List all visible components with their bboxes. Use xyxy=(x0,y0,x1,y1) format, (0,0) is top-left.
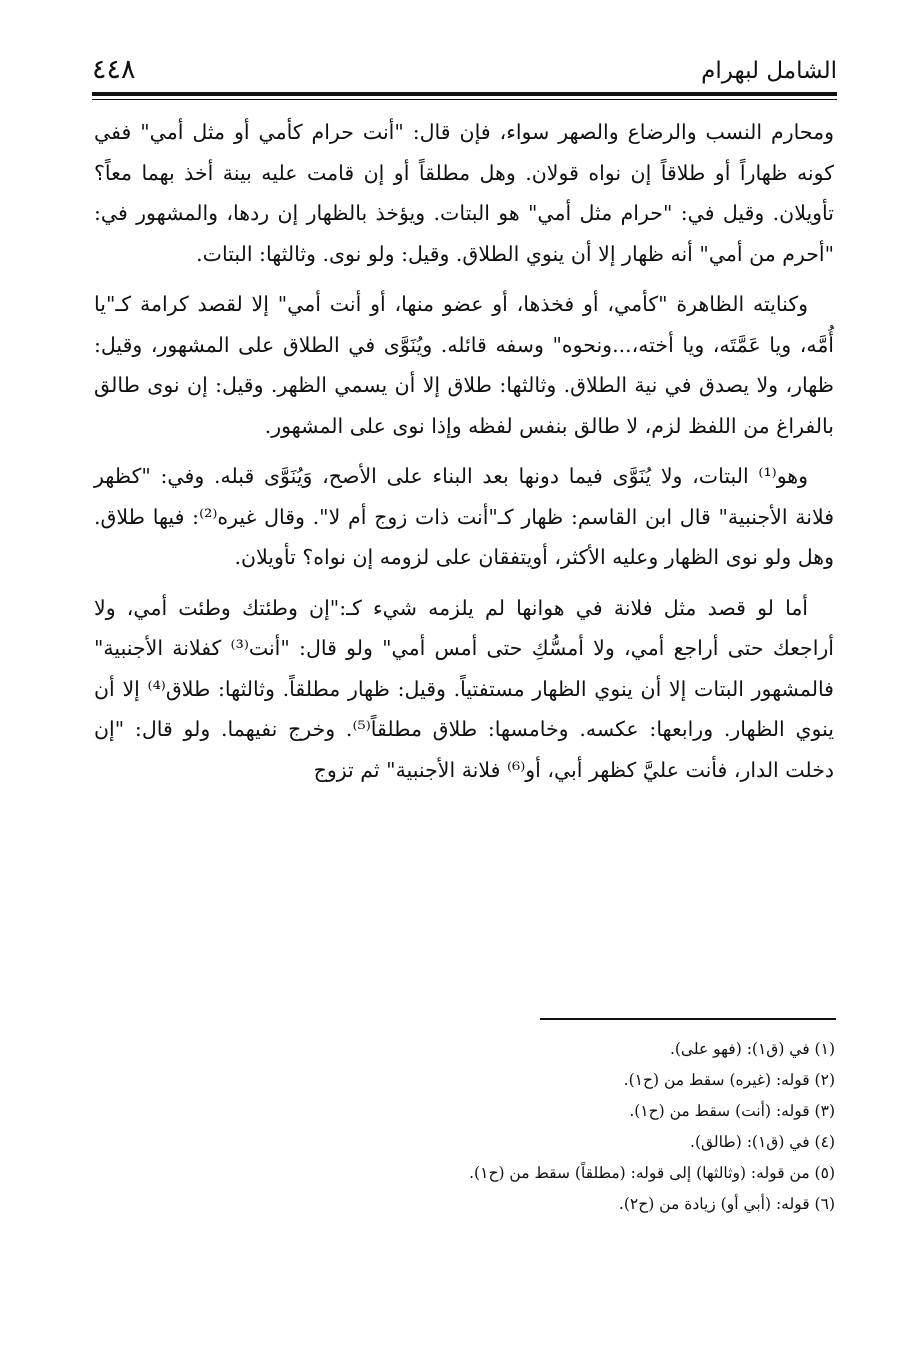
paragraph: وكنايته الظاهرة "كأمي، أو فخذها، أو عضو منها، أو أنت أمي" إلا لقصد كرامة كـ"يا أُمَّه، ويا عَمَّتَه، ويا أخته،...ونحوه" وسفه قائله. ويُنَوَّى في الطلاق على المشهور، وقيل: ظهار، ولا يصدق في نية الطلاق. وثالثها: طلاق إلا أن يسمي الظهر. وقيل: إن نوى طالق بالفراغ من اللفظ لزم، لا طالق بنفس لفظه وإذا نوى على المشهور. xyxy=(94,292,834,438)
footnote: (٥) من قوله: (وثالثها) إلى قوله: (مطلقاً) سقط من (ح١). xyxy=(469,1164,835,1182)
paragraph: وهو⁽¹⁾ البتات، ولا يُنَوَّى فيما دونها بعد البناء على الأصح، وَيُنَوَّى قبله. وفي: "كظهر فلانة الأجنبية" قال ابن القاسم: ظهار كـ"أنت ذات زوج أم لا". وقال غيره⁽²⁾: فيها طلاق. وهل ولو نوى الظهار وعليه الأكثر، أويتفقان على لزومه إن نواه؟ تأويلان. xyxy=(94,464,835,569)
running-title: الشامل لبهرام xyxy=(701,58,837,84)
footnote: (١) في (ق١): (فهو على). xyxy=(669,1040,835,1058)
header-rule-thick xyxy=(92,92,837,96)
page-number: ٤٤٨ xyxy=(92,54,136,85)
footnote: (٤) في (ق١): (طالق). xyxy=(690,1133,835,1151)
paragraph: ومحارم النسب والرضاع والصهر سواء، فإن قال: "أنت حرام كأمي أو مثل أمي" ففي كونه ظهاراً أو طلاقاً إن نواه قولان. وهل مطلقاً أو إن قامت عليه بينة أخذ بهما معاً؟ تأويلان. وقيل في: "حرام مثل أمي" هو البتات. ويؤخذ بالظهار إن ردها، والمشهور في: "أحرم من أمي" أنه ظهار إلا أن ينوي الطلاق. وقيل: ولو نوى. وثالثها: البتات. xyxy=(94,120,834,266)
main-text xyxy=(94,112,834,800)
page-header xyxy=(92,52,837,92)
footnote: (٣) قوله: (أنت) سقط من (ح١). xyxy=(629,1102,835,1120)
header-rule-thin xyxy=(92,99,837,100)
footnote: (٢) قوله: (غيره) سقط من (ح١). xyxy=(623,1071,835,1089)
footnotes xyxy=(300,1034,835,1220)
paragraph: أما لو قصد مثل فلانة في هوانها لم يلزمه شيء كـ:"إن وطئتك وطئت أمي، ولا أراجعك حتى أراجع أمي، ولا أمسُّكِ حتى أمس أمي" ولو قال: "أنت⁽³⁾ كفلانة الأجنبية" فالمشهور البتات إلا أن ينوي الظهار مستفتياً. وقيل: ظهار مطلقاً. وثالثها: طلاق⁽⁴⁾ إلا أن ينوي الظهار. ورابعها: عكسه. وخامسها: طلاق مطلقاً⁽⁵⁾. وخرج نفيهما. ولو قال: "إن دخلت الدار، فأنت عليَّ كظهر أبي، أو⁽⁶⁾ فلانة الأجنبية" ثم تزوج xyxy=(94,595,834,782)
footnote: (٦) قوله: (أبي أو) زيادة من (ح٢). xyxy=(618,1195,835,1213)
footnote-separator xyxy=(540,1018,836,1020)
